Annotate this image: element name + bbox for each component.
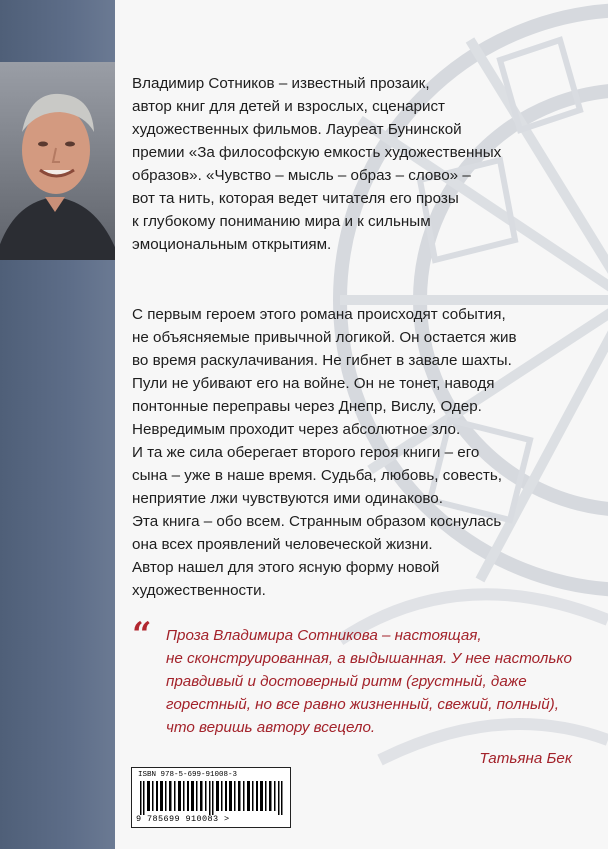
synopsis-line: С первым героем этого романа происходят события,	[132, 306, 506, 323]
author-bio-line: вот та нить, которая ведет читателя его прозы	[132, 190, 459, 207]
quote-line: что веришь автору всецело.	[166, 719, 376, 736]
quote-line: правдивый и достоверный ритм (грустный, даже	[166, 673, 527, 690]
quote-line: не сконструированная, а выдышанная. У нее настолько	[166, 650, 572, 667]
synopsis-line: художественности.	[132, 582, 266, 599]
synopsis-line: Эта книга – обо всем. Странным образом коснулась	[132, 513, 502, 530]
synopsis-line: сына – уже в наше время. Судьба, любовь, совесть,	[132, 467, 502, 484]
author-bio-line: Владимир Сотников – известный прозаик,	[132, 75, 430, 92]
author-photo	[0, 62, 115, 260]
synopsis-line: неприятие лжи чувствуются ими одинаково.	[132, 490, 443, 507]
barcode-digits: 9 785699 910083 >	[136, 814, 230, 824]
barcode-icon	[138, 781, 284, 815]
synopsis-line: И та же сила оберегает второго героя книги – его	[132, 444, 480, 461]
review-quote	[132, 615, 572, 767]
book-synopsis	[132, 303, 562, 602]
synopsis-line: Автор нашел для этого ясную форму новой	[132, 559, 440, 576]
quote-line: Проза Владимира Сотникова – настоящая,	[166, 627, 482, 644]
isbn-barcode	[131, 767, 291, 828]
author-bio-line: автор книг для детей и взрослых, сценарист	[132, 98, 446, 115]
author-bio-line: образов». «Чувство – мысль – образ – слово» –	[132, 167, 471, 184]
synopsis-line: Невредимым проходит через абсолютное зло.	[132, 421, 461, 438]
quote-line: горестный, но все равно жизненный, свежий, полный),	[166, 696, 559, 713]
synopsis-line: понтонные переправы через Днепр, Вислу, Одер.	[132, 398, 482, 415]
author-bio-line: к глубокому пониманию мира и к сильным	[132, 213, 431, 230]
author-bio-line: премии «За философскую емкость художественных	[132, 144, 502, 161]
quote-author: Татьяна Бек	[479, 750, 572, 767]
author-bio-line: эмоциональным открытиям.	[132, 236, 332, 253]
quote-text	[132, 624, 572, 739]
isbn-number: ISBN 978-5-699-91008-3	[138, 771, 238, 779]
author-bio-line: художественных фильмов. Лауреат Бунинской	[132, 121, 462, 138]
synopsis-line: Пули не убивают его на войне. Он не тонет, наводя	[132, 375, 495, 392]
author-bio	[132, 72, 532, 256]
quote-mark-icon: “	[132, 615, 152, 655]
synopsis-line: во время раскулачивания. Не гибнет в завале шахты.	[132, 352, 512, 369]
synopsis-line: она всех проявлений человеческой жизни.	[132, 536, 433, 553]
synopsis-line: не объясняемые привычной логикой. Он остается жив	[132, 329, 517, 346]
